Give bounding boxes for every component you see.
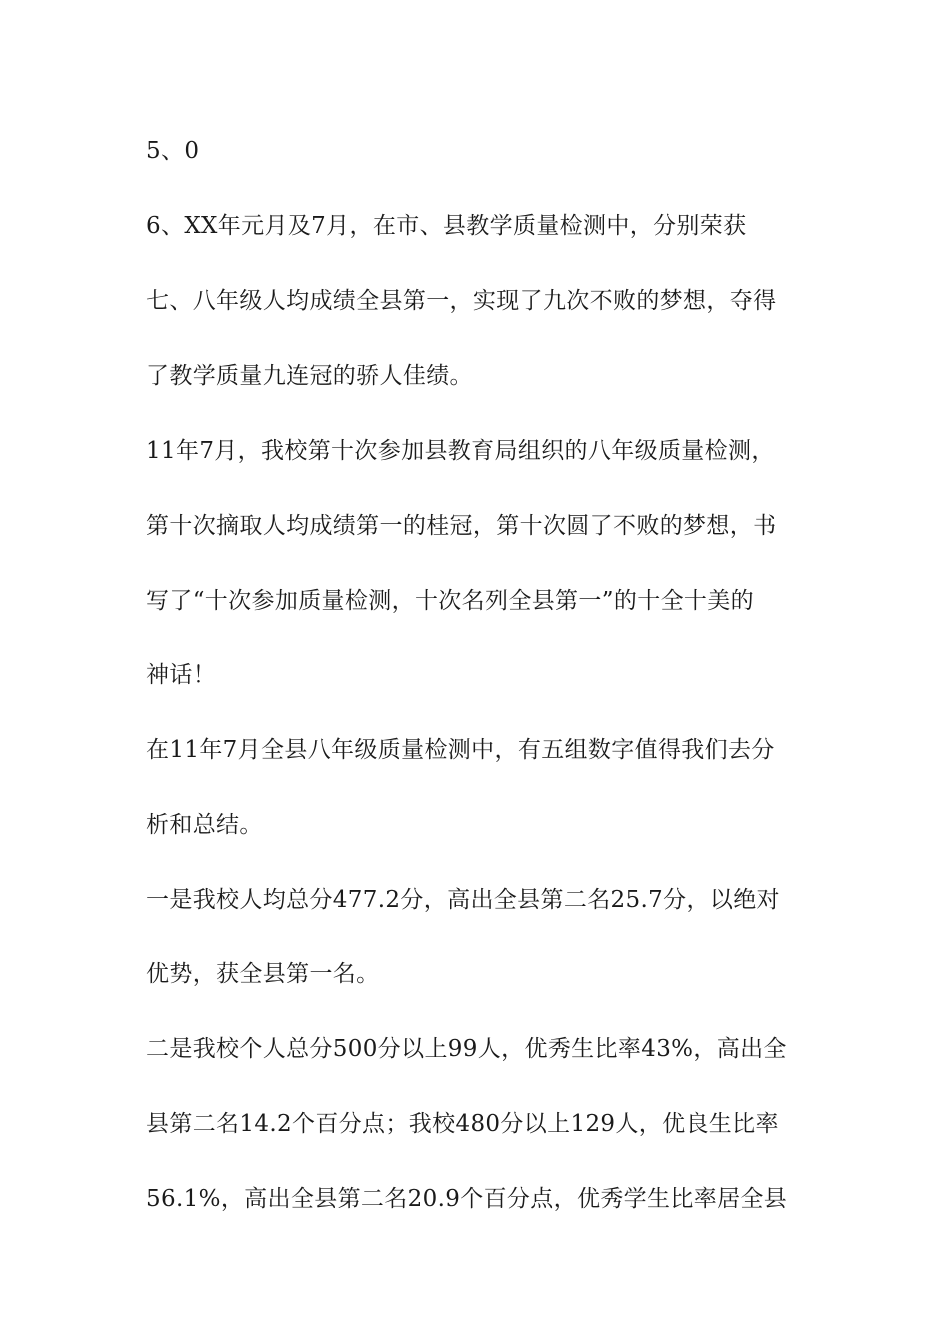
text-line: 了教学质量九连冠的骄人佳绩。 [146,363,473,389]
text-line: 一是我校人均总分477.2分，高出全县第二名25.7分，以绝对 [146,887,780,913]
text-line: 优势，获全县第一名。 [146,961,380,987]
text-line: 11年7月，我校第十次参加县教育局组织的八年级质量检测， [146,438,775,464]
text-line: 七、八年级人均成绩全县第一，实现了九次不败的梦想，夺得 [146,288,777,314]
text-line: 县第二名14.2个百分点；我校480分以上129人，优良生比率 [146,1111,779,1137]
text-line: 56.1%，高出全县第二名20.9个百分点，优秀学生比率居全县 [146,1186,788,1212]
text-line: 二是我校个人总分500分以上99人，优秀生比率43%，高出全 [146,1036,787,1062]
text-line: 第十次摘取人均成绩第一的桂冠，第十次圆了不败的梦想，书 [146,513,777,539]
text-line: 析和总结。 [146,812,263,838]
text-line: 6、XX年元月及7月，在市、县教学质量检测中，分别荣获 [146,213,747,239]
text-line: 在11年7月全县八年级质量检测中，有五组数字值得我们去分 [146,737,775,763]
text-line: 5、0 [146,138,200,164]
text-line: 神话！ [146,662,217,688]
text-line: 写了“十次参加质量检测，十次名列全县第一”的十全十美的 [146,588,754,614]
